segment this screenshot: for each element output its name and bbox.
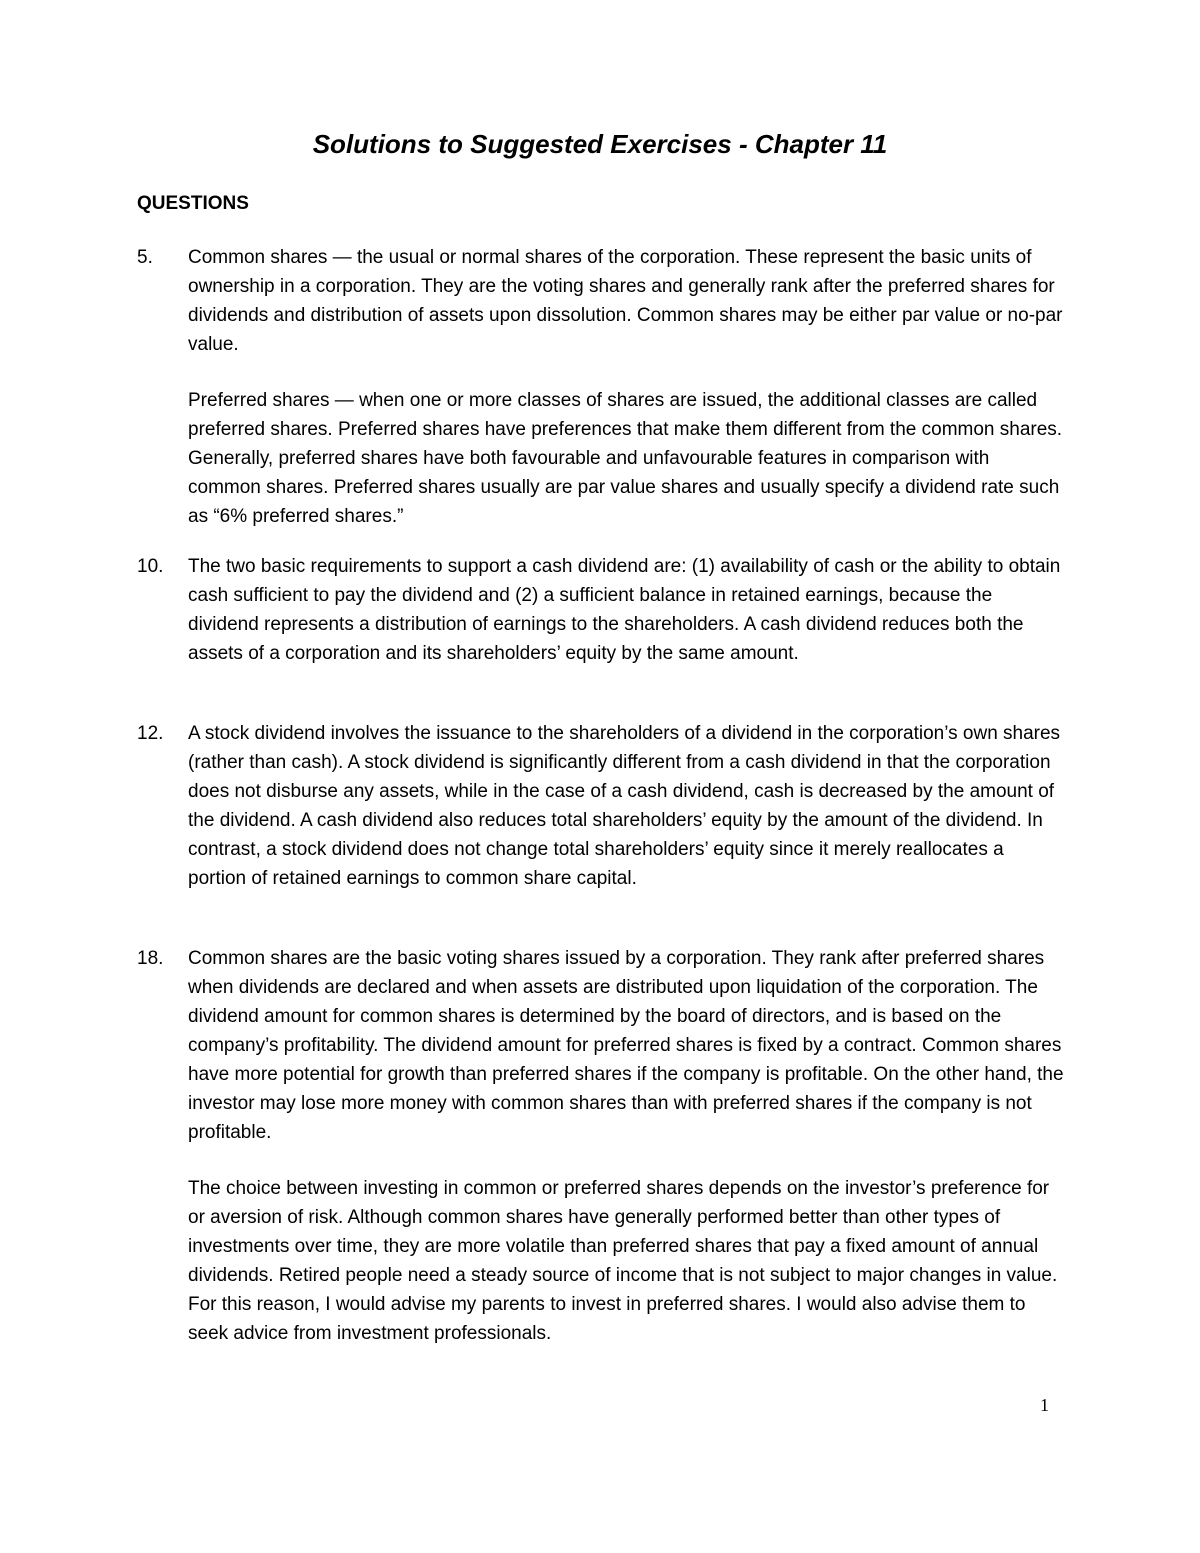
- question-item-5: [137, 243, 1067, 531]
- section-heading: QUESTIONS: [137, 193, 249, 214]
- answer-paragraph: Preferred shares — when one or more classes of shares are issued, the additional classes are called preferred shares. Preferred shares have preferences that make them different from the common shares. Generally, preferred shares have both favourable and unfavourable features in comparison with common shares. Preferred shares usually are par value shares and usually specify a dividend rate such as “6% preferred shares.”: [188, 390, 1063, 527]
- question-number: 18.: [137, 948, 164, 969]
- question-answer: [188, 719, 1067, 893]
- question-number: 12.: [137, 723, 164, 744]
- question-item-12: [137, 719, 1067, 893]
- question-answer: [188, 944, 1067, 1348]
- question-answer: [188, 552, 1067, 668]
- question-item-18: [137, 944, 1067, 1348]
- answer-paragraph: Common shares are the basic voting shares issued by a corporation. They rank after preferred shares when dividends are declared and when assets are distributed upon liquidation of the corporation. The dividend amount for common shares is determined by the board of directors, and is based on the company’s profitability. The dividend amount for preferred shares is fixed by a contract. Common shares have more potential for growth than preferred shares if the company is profitable. On the other hand, the investor may lose more money with common shares than with preferred shares if the company is not profitable.: [188, 948, 1064, 1143]
- answer-paragraph: Common shares — the usual or normal shares of the corporation. These represent the basic units of ownership in a corporation. They are the voting shares and generally rank after the preferred shares for dividends and distribution of assets upon dissolution. Common shares may be either par value or no-par value.: [188, 247, 1063, 355]
- answer-paragraph: The choice between investing in common or preferred shares depends on the investor’s preference for or aversion of risk. Although common shares have generally performed better than other types of investments over time, they are more volatile than preferred shares that pay a fixed amount of annual dividends. Retired people need a steady source of income that is not subject to major changes in value. For this reason, I would advise my parents to invest in preferred shares. I would also advise them to seek advice from investment professionals.: [188, 1178, 1058, 1344]
- question-number: 10.: [137, 556, 164, 577]
- page-title: Solutions to Suggested Exercises - Chapter 11: [312, 129, 888, 159]
- answer-paragraph: The two basic requirements to support a cash dividend are: (1) availability of cash or the ability to obtain cash sufficient to pay the dividend and (2) a sufficient balance in retained earnings, because the dividend represents a distribution of earnings to the shareholders. A cash dividend reduces both the assets of a corporation and its shareholders’ equity by the same amount.: [188, 556, 1061, 664]
- page-number: 1: [1040, 1395, 1049, 1415]
- answer-paragraph: A stock dividend involves the issuance to the shareholders of a dividend in the corporation’s own shares (rather than cash). A stock dividend is significantly different from a cash dividend in that the corporation does not disburse any assets, while in the case of a cash dividend, cash is decreased by the amount of the dividend. A cash dividend also reduces total shareholders’ equity by the amount of the dividend. In contrast, a stock dividend does not change total shareholders’ equity since it merely reallocates a portion of retained earnings to common share capital.: [188, 723, 1061, 889]
- question-number: 5.: [137, 247, 153, 268]
- question-answer: [188, 243, 1067, 531]
- question-item-10: [137, 552, 1067, 668]
